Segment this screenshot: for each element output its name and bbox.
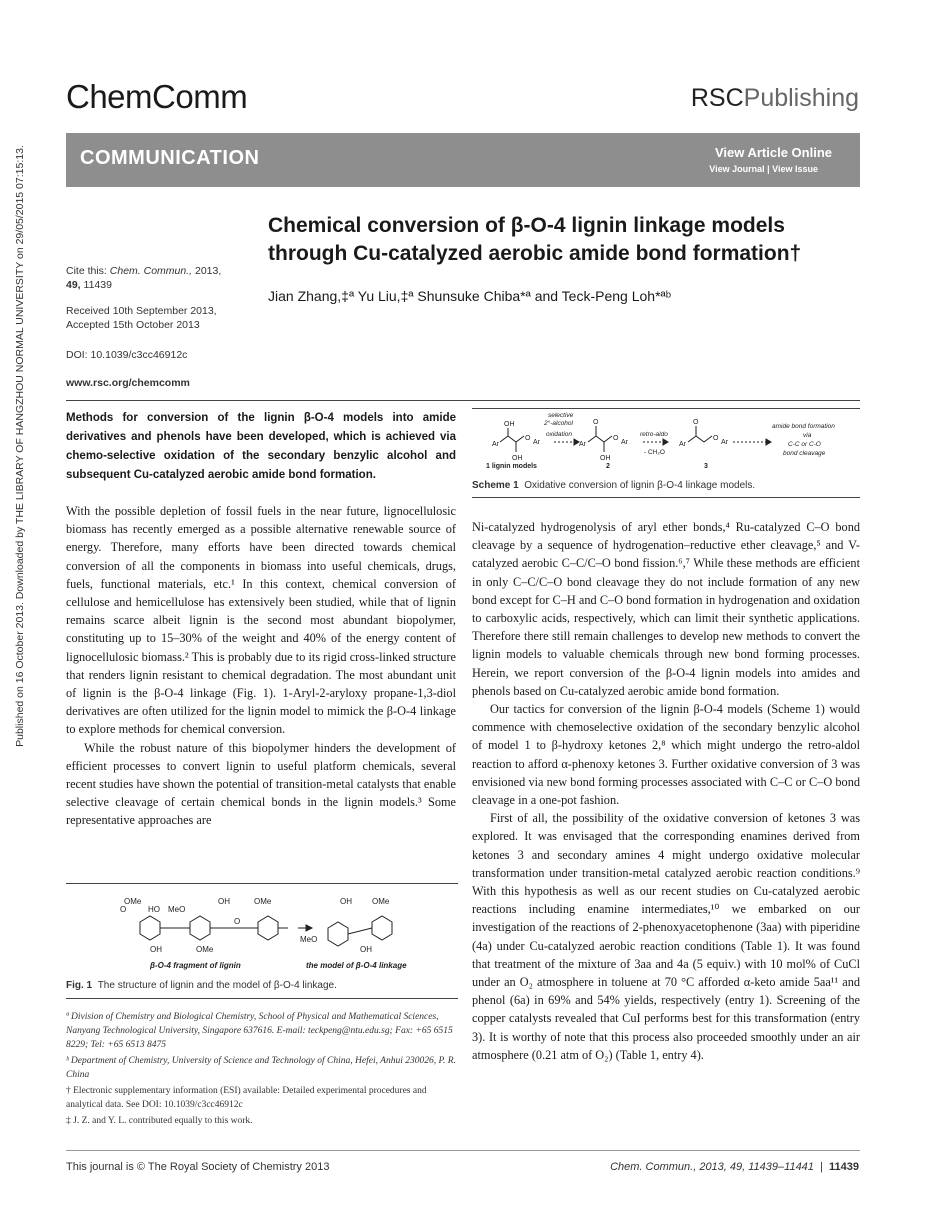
right-paragraph-2: Our tactics for conversion of the lignin β-O-4 models (Scheme 1) would commence with chemoselective oxidation of the secondary benzylic alcohol of model 1 to β-hydroxy ketones 2,⁸ which might undergo the retro-aldol reaction to afford α-phenoxy ketones 3. Further oxidative conversion of 3 was envisioned via new bond forming processes associated with C–C or C–O bond cleavage in a one-pot fashion.: [472, 702, 860, 808]
publisher-name: Publishing: [743, 84, 859, 112]
fig1-o-2: O: [234, 917, 241, 926]
cite-journal: Chem. Commun.,: [109, 265, 193, 277]
scheme1-caption-text: Oxidative conversion of lignin β-O-4 linkage models.: [524, 480, 756, 491]
left-column-text: [66, 502, 456, 830]
dates-block: [66, 304, 256, 332]
scheme1-ar-6: Ar: [721, 439, 728, 446]
scheme1-step3-line1: amide bond formation: [772, 423, 835, 430]
fig1-oh-3: OH: [340, 897, 352, 906]
fig1-caption: [66, 980, 337, 991]
article-type: COMMUNICATION: [80, 147, 260, 169]
left-paragraph-1: With the possible depletion of fossil fuels in the near future, lignocellulosic biomass has recently emerged as a possible alternative renewable source of energy. Therefore, many efforts have been directed towards chemical conversion of all the components in biomass into useful chemicals, drugs, fuels, functional materials, etc.¹ In this context, chemical conversion of cellulose and hemicellulose has extensively been studied, while that of lignin remains scarce albeit lignin is the second most abundant biopolymer, constituting up to 15–30% of the weight and 40% of the energy content of lignocellulosic biomass.² This is probably due to its rigid cross-linked structure that renders lignin resistant to chemical degradation. The most abundant unit of lignin is the β-O-4 linkage (Fig. 1). 1-Aryl-2-aryloxy propane-1,3-diol derivatives are often utilized for the lignin model to mimick the β-O-4 linkage to explore methods for chemical conversion.: [66, 504, 456, 737]
scheme1-arrowhead-2: [663, 439, 668, 445]
title-line-2: through Cu-catalyzed aerobic amide bond formation†: [268, 242, 802, 265]
journal-website-link[interactable]: www.rsc.org/chemcomm: [66, 377, 190, 389]
citation-block: [66, 264, 256, 292]
scheme1-o-3: O: [613, 435, 619, 442]
scheme1-caption: [472, 480, 755, 491]
scheme1-oh-2: OH: [512, 455, 523, 462]
fig1-ring-e: [372, 916, 392, 940]
scheme1-step1-line2: 2°-alcohol: [544, 420, 573, 427]
footnote-affiliation-a: ª Division of Chemistry and Biological Chemistry, School of Physical and Mathematical Sciences, Nanyang Technological University, Singapore 637616. E-mail: teckpeng@ntu.edu.sg; Fax: +65 6515 8229; Tel: +65 6513 8475: [66, 1012, 453, 1050]
scheme1-step1-line3: oxidation: [546, 431, 573, 438]
fig1-ho-1: HO: [148, 905, 160, 914]
fig1-ome-4: OMe: [372, 897, 390, 906]
footnote-esi: † Electronic supplementary information (ESI) available: Detailed experimental procedures and analytical data. See DOI: 10.1039/c3cc46912c: [66, 1086, 427, 1110]
footer-copyright: This journal is © The Royal Society of Chemistry 2013: [66, 1161, 330, 1173]
fig1-oh-4: OH: [360, 945, 372, 954]
doi: DOI: 10.1039/c3cc46912c: [66, 349, 188, 361]
cite-page: 11439: [83, 279, 112, 291]
fig1-meo-1: MeO: [168, 905, 186, 914]
fig1-caption-text: The structure of lignin and the model of β-O-4 linkage.: [97, 980, 337, 991]
footnote-affiliation-b: ᵇ Department of Chemistry, University of Science and Technology of China, Hefei, Anhui 230026, P. R. China: [66, 1056, 456, 1080]
article-title: [268, 212, 848, 268]
left-paragraph-2: While the robust nature of this biopolymer hinders the development of efficient processes to convert lignin to useful platform chemicals, several recent studies have shown the potential of transition-metal catalysts that enable selective cleavage of certain chemical bonds in the lignin models.³ Some representative approaches are: [66, 740, 456, 828]
publisher-rsc: RSC: [690, 84, 744, 112]
footer-citation: Chem. Commun., 2013, 49, 11439–11441 | 11439: [610, 1161, 859, 1173]
scheme1-o-5: O: [713, 435, 719, 442]
footer-citation-text: Chem. Commun., 2013, 49, 11439–11441: [610, 1161, 814, 1173]
scheme1-step1-line1: selective: [548, 412, 574, 419]
scheme1-label-2: 2: [606, 463, 610, 470]
fig1-meo-2: MeO: [300, 935, 318, 944]
scheme1-chain-1: [500, 436, 524, 442]
fig1-right-label: the model of β-O-4 linkage: [306, 961, 407, 970]
scheme1-label-1: 1 lignin models: [486, 463, 537, 470]
scheme1-oh-3: OH: [600, 455, 611, 462]
scheme1-ar-1: Ar: [492, 441, 499, 448]
footnotes: [66, 1010, 458, 1130]
scheme1-oh-1: OH: [504, 421, 515, 428]
footnote-equal-contribution: ‡ J. Z. and Y. L. contributed equally to this work.: [66, 1116, 253, 1126]
scheme1-bottom-rule: [472, 497, 860, 498]
cite-year: 2013,: [194, 265, 222, 277]
abstract-rule: [66, 400, 860, 401]
fig1-left-label: β-O-4 fragment of lignin: [150, 961, 241, 970]
fig1-arrow-head: [306, 925, 312, 931]
journal-name: ChemComm: [66, 78, 248, 115]
fig1-bottom-rule: [66, 998, 458, 999]
fig1-oh-2: OH: [150, 945, 162, 954]
right-paragraph-1: Ni-catalyzed hydrogenolysis of aryl ether bonds,⁴ Ru-catalyzed C–O bond cleavage by a sequence of hydrogenation–reductive ether cleavage,⁵ and V-catalyzed aerobic C–C/C–O bond fission.⁶,⁷ While these methods are efficient in only C–C/C–O bond cleavage they do not include formation of any new bond except for C–H and C–O bond formation in hydrogenation and oxidation to carboxylic acids, respectively, which can limit their synthetic applications. Therefore there still remain challenges to develop new methods to convert the lignin models to valuable chemicals through new bond forming processes. Herein, we report conversion of the β-O-4 lignin models into amides and phenols based on Cu-catalyzed aerobic amide bond formation.: [472, 520, 860, 698]
scheme1-o-1: O: [525, 435, 531, 442]
footer-page-number: 11439: [829, 1161, 859, 1173]
abstract: Methods for conversion of the lignin β-O-4 models into amide derivatives and phenols have been developed, which is achieved via chemo-selective oxidation of the secondary benzylic alcohol and subsequent Cu-catalyzed aerobic amide bond formation.: [66, 412, 456, 481]
scheme1-step3-line3: C-C or C-O: [788, 441, 821, 448]
fig1-top-rule: [66, 883, 458, 884]
fig1-ring-d: [328, 922, 348, 946]
scheme1-chain-2: [588, 436, 612, 442]
scheme1-step2-line2: - CH₂O: [644, 449, 665, 456]
scheme1-label: Scheme 1: [472, 480, 519, 491]
fig1-ring-b: [190, 916, 210, 940]
fig1-ring-c: [258, 916, 278, 940]
scheme1-step3-line4: bond cleavage: [783, 450, 826, 457]
cite-volume: 49,: [66, 279, 81, 291]
fig1-label: Fig. 1: [66, 980, 93, 991]
footer-rule: [66, 1150, 860, 1151]
scheme1-o-4: O: [693, 419, 699, 426]
author-list: Jian Zhang,‡ª Yu Liu,‡ª Shunsuke Chiba*ª and Teck-Peng Loh*ªᵇ: [268, 288, 671, 304]
right-column-text: [472, 518, 860, 1064]
publisher-logo: [691, 84, 859, 113]
fig1-ome-1: OMe: [124, 897, 142, 906]
scheme1-top-rule: [472, 408, 860, 409]
view-journal-issue-links[interactable]: View Journal | View Issue: [709, 164, 818, 174]
download-watermark: [0, 100, 26, 800]
title-line-1: Chemical conversion of β-O-4 lignin linkage models: [268, 214, 785, 237]
scheme1-chain-3: [688, 436, 712, 442]
scheme1-step3-line2: via: [803, 432, 812, 439]
scheme1-ar-4: Ar: [621, 439, 628, 446]
view-article-online-link[interactable]: View Article Online: [714, 145, 832, 160]
article-type-banner: [66, 133, 860, 187]
scheme1-ar-3: Ar: [579, 441, 586, 448]
fig1-o-1: O: [120, 905, 127, 914]
scheme1-ar-2: Ar: [533, 439, 540, 446]
accepted-date: Accepted 15th October 2013: [66, 319, 200, 331]
scheme1-structures: [478, 410, 858, 472]
received-date: Received 10th September 2013,: [66, 305, 217, 317]
fig1-oh-1: OH: [218, 897, 230, 906]
fig1-ome-2: OMe: [254, 897, 272, 906]
fig1-ring-a: [140, 916, 160, 940]
cite-label: Cite this:: [66, 265, 107, 277]
scheme1-arrowhead-3: [766, 439, 771, 445]
fig1-structures: [110, 892, 410, 972]
download-note-text: Published on 16 October 2013. Downloaded by THE LIBRARY OF HANGZHOU NORMAL UNIVERSITY on 29/05/2015 07:15:13.: [14, 145, 26, 747]
fig1-ome-3: OMe: [196, 945, 214, 954]
scheme1-ar-5: Ar: [679, 441, 686, 448]
scheme1-label-3: 3: [704, 463, 708, 470]
scheme1-step2-line1: retro-aldo: [640, 431, 668, 438]
scheme1-o-2: O: [593, 419, 599, 426]
fig1-bond-4: [348, 928, 372, 934]
right-paragraph-3: First of all, the possibility of the oxidative conversion of ketones 3 was explored. It was envisaged that the corresponding enamines derived from ketones 3 and secondary amines 4 might undergo oxidative molecular transformation under transition-metal catalyzed aerobic reaction conditions.⁹ With this hypothesis as well as our recent studies on Cu-catalyzed aerobic reactions including enamine intermediates,¹⁰ we embarked on our investigation of the reactions of 2-phenoxyacetophenone (3aa) with piperidine (4a) under Cu-catalyzed aerobic reaction conditions (Table 1). It was found that treatment of the mixture of 3aa and 4a (5 equiv.) with 10 mol% of CuCl under an O₂ atmosphere in toluene at 70 °C afforded α-keto amide 5aa¹¹ and phenol (6a) in 69% and 54% yields, respectively (entry 1). Screening of the copper catalysts revealed that CuI performs best for this transformation (entry 3). It is worthy of note that this process also proceeded smoothly under an air atmosphere (0.21 atm of O₂) (Table 1, entry 4).: [472, 811, 860, 1062]
